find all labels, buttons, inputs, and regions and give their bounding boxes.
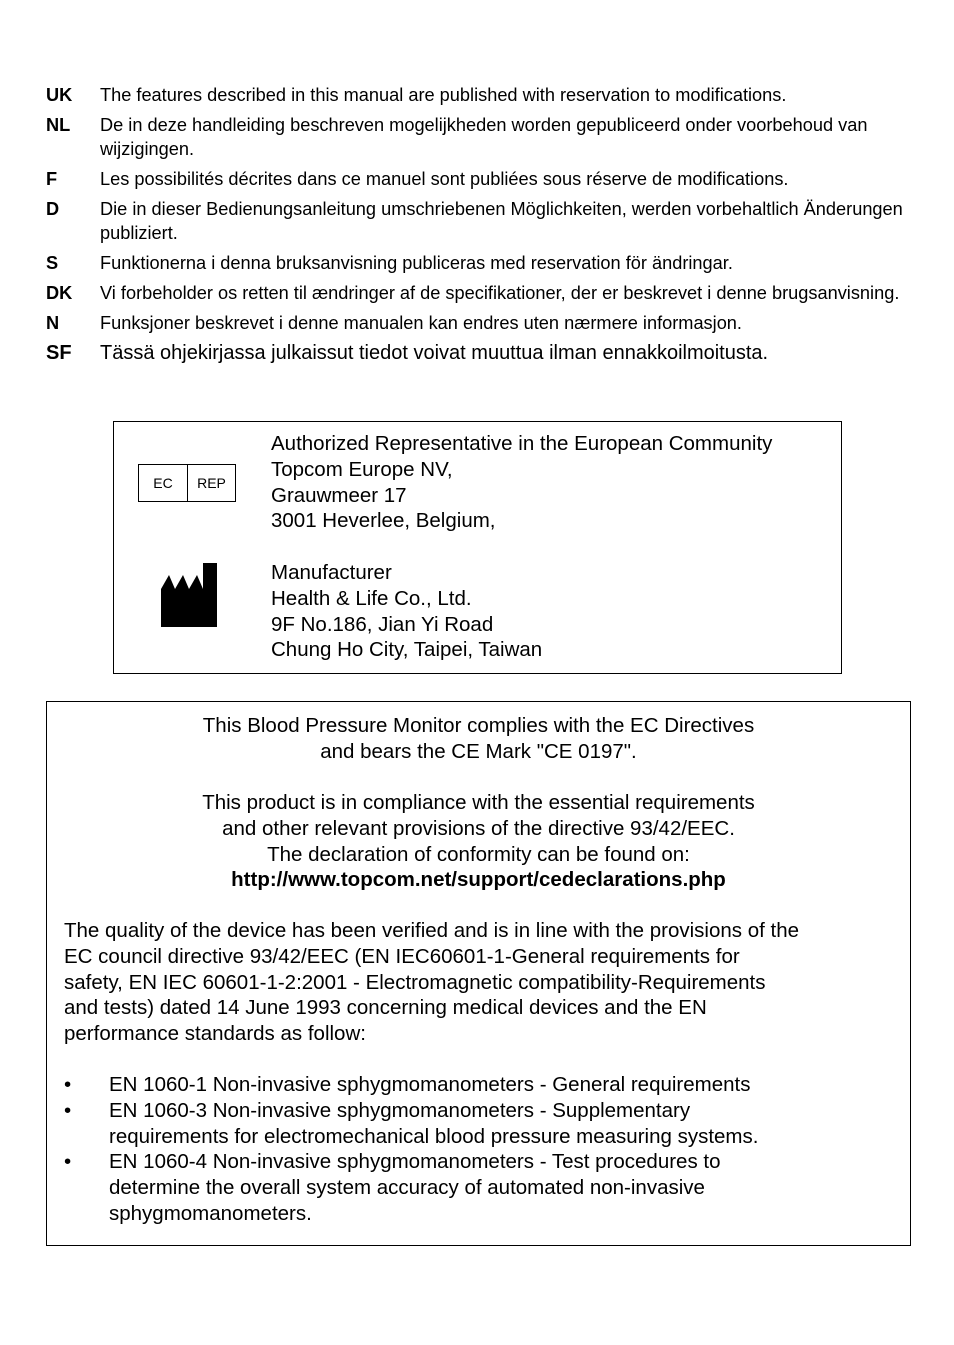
- lang-text: Funksjoner beskrevet i denne manualen kan endres uten nærmere informasjon.: [100, 313, 742, 333]
- rep-line: Grauwmeer 17: [271, 483, 407, 507]
- quality-line: performance standards as follow:: [64, 1022, 366, 1046]
- lang-code: F: [46, 169, 58, 189]
- lang-text: The features described in this manual are published with reservation to modifications.: [100, 85, 787, 105]
- manufacturer-line: Manufacturer: [271, 560, 392, 584]
- ec-rep-left: EC: [139, 465, 188, 501]
- lang-text: Vi forbeholder os retten til ændringer af de specifikationer, der er beskrevet i denne brugsanvisning.: [100, 283, 900, 303]
- standards-list: [64, 1072, 894, 1227]
- lang-code: NL: [46, 115, 71, 135]
- essential-line: This product is in compliance with the essential requirements: [202, 791, 755, 814]
- compliance-box: [46, 701, 911, 1246]
- bullet-line: determine the overall system accuracy of automated non-invasive: [109, 1176, 705, 1200]
- lang-code: N: [46, 313, 60, 333]
- lang-code: DK: [46, 283, 73, 303]
- bullet-line: EN 1060-4 Non-invasive sphygmomanometers - Test procedures to: [109, 1150, 721, 1174]
- lang-text: Tässä ohjekirjassa julkaissut tiedot voivat muuttua ilman ennakkoilmoitusta.: [100, 342, 769, 364]
- lang-row-dk: [46, 281, 916, 305]
- bullet-line: EN 1060-3 Non-invasive sphygmomanometers - Supplementary: [109, 1098, 691, 1122]
- language-notice-list: [46, 83, 916, 371]
- bullet-line: EN 1060-1 Non-invasive sphygmomanometers - General requirements: [109, 1073, 751, 1096]
- lang-row-n: [46, 311, 916, 335]
- quality-statement: [64, 918, 894, 1047]
- rep-line: Authorized Representative in the European Community: [271, 432, 773, 455]
- rep-line: Topcom Europe NV,: [271, 457, 453, 481]
- lang-text: Die in dieser Bedienungsanleitung umschriebenen Möglichkeiten, werden vorbehaltlich Änderungen publiziert.: [100, 199, 903, 243]
- manufacturer-line: Chung Ho City, Taipei, Taiwan: [271, 638, 543, 662]
- bullet-icon: •: [64, 1073, 72, 1096]
- bullet-icon: •: [64, 1098, 72, 1122]
- list-item: [64, 1098, 894, 1150]
- lang-row-d: [46, 197, 916, 245]
- lang-row-sf: [46, 341, 916, 365]
- ec-rep-symbol-icon: [138, 464, 236, 502]
- bullet-line: sphygmomanometers.: [109, 1201, 312, 1225]
- essential-requirements-statement: [47, 790, 910, 893]
- lang-row-uk: [46, 83, 916, 107]
- bullet-icon: •: [64, 1150, 72, 1174]
- list-item: [64, 1149, 894, 1226]
- manufacturer-line: Health & Life Co., Ltd.: [271, 586, 472, 610]
- lang-row-f: [46, 167, 916, 191]
- list-item: [64, 1072, 894, 1098]
- rep-address-block: [271, 431, 772, 663]
- lang-text: Les possibilités décrites dans ce manuel sont publiées sous réserve de modifications.: [100, 169, 789, 189]
- bullet-line: requirements for electromechanical blood pressure measuring systems.: [109, 1124, 759, 1148]
- lang-code: UK: [46, 85, 73, 105]
- ce-line: This Blood Pressure Monitor complies with the EC Directives: [202, 714, 755, 737]
- lang-row-s: [46, 251, 916, 275]
- ce-line: and bears the CE Mark "CE 0197".: [320, 739, 637, 763]
- quality-line: EC council directive 93/42/EEC (EN IEC60601-1-General requirements for: [64, 944, 740, 968]
- quality-line: safety, EN IEC 60601-1-2:2001 - Electromagnetic compatibility-Requirements: [64, 970, 766, 994]
- lang-text: De in deze handleiding beschreven mogelijkheden worden gepubliceerd onder voorbehoud van wijzigingen.: [100, 115, 868, 159]
- manufacturer-factory-icon: [161, 561, 217, 627]
- quality-line: The quality of the device has been verified and is in line with the provisions of the: [64, 919, 800, 942]
- essential-line: and other relevant provisions of the directive 93/42/EEC.: [222, 816, 735, 840]
- rep-line: 3001 Heverlee, Belgium,: [271, 509, 496, 533]
- lang-row-nl: [46, 113, 916, 161]
- quality-line: and tests) dated 14 June 1993 concerning medical devices and the EN: [64, 996, 707, 1020]
- essential-line: The declaration of conformity can be found on:: [267, 842, 690, 866]
- lang-code: D: [46, 199, 60, 219]
- lang-text: Funktionerna i denna bruksanvisning publiceras med reservation för ändringar.: [100, 253, 733, 273]
- ce-mark-statement: [47, 713, 910, 765]
- declaration-url-link[interactable]: http://www.topcom.net/support/cedeclarations.php: [231, 868, 726, 892]
- ec-rep-right: REP: [197, 475, 226, 491]
- manufacturer-line: 9F No.186, Jian Yi Road: [271, 612, 494, 636]
- lang-code: S: [46, 253, 59, 273]
- lang-code: SF: [46, 342, 72, 364]
- authorized-rep-box: [113, 421, 842, 674]
